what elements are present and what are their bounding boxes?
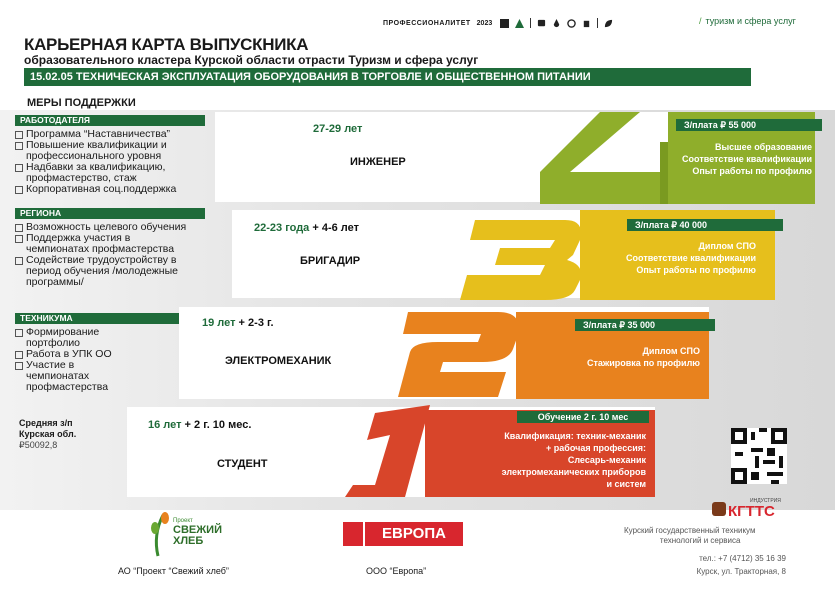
evropa-mark-icon xyxy=(343,522,363,546)
brand-label: ПРОФЕССИОНАЛИТЕТ xyxy=(383,19,471,27)
top-bar xyxy=(383,14,835,32)
partner-name-svezhiy-khleb: АО “Проект “Свежий хлеб” xyxy=(118,566,229,576)
requirement-text: Соответствие квалификации xyxy=(626,253,756,263)
bus-icon xyxy=(537,19,546,28)
age-years: 19 лет xyxy=(202,317,236,329)
region-header: РЕГИОНА xyxy=(15,208,205,219)
list-item xyxy=(15,162,215,184)
direction-text: туризм и сфера услуг xyxy=(705,16,796,26)
age-years: 27-29 лет xyxy=(313,123,363,135)
salary-line: Средняя з/п xyxy=(19,418,73,428)
checkbox-icon xyxy=(15,131,23,139)
item-text: Надбавки за квалификацию, профмастерство, стаж xyxy=(26,161,166,184)
requirement-text: Опыт работы по профилю xyxy=(692,166,812,176)
checkbox-icon xyxy=(15,362,23,370)
item-text: Корпоративная соц.поддержка xyxy=(26,183,177,195)
partner-name-evropa: ООО “Европа” xyxy=(366,566,427,576)
logo-top-text: ИНДУСТРИЯ xyxy=(750,498,781,504)
age-electromechanic xyxy=(202,317,274,329)
checkbox-icon xyxy=(15,351,23,359)
requirement-text: Соответствие квалификации xyxy=(682,154,812,164)
requirement-text: электромеханических приборов xyxy=(501,467,646,477)
salary-tag-foreman: З/плата ₽ 40 000 xyxy=(627,219,783,231)
college-name-line: Курский государственный техникум xyxy=(624,526,756,535)
logo-text: КГТТС xyxy=(728,503,775,520)
checkbox-icon xyxy=(15,164,23,172)
employer-header: РАБОТОДАТЕЛЯ xyxy=(15,115,205,126)
requirements-foreman xyxy=(560,240,756,276)
requirement-text: + рабочая профессия: xyxy=(546,443,646,453)
partner-logo-svezhiy-khleb xyxy=(143,510,238,560)
icon-strip xyxy=(500,18,613,28)
chef-hat-icon xyxy=(712,502,726,516)
divider xyxy=(597,18,598,28)
college-contacts xyxy=(676,552,786,578)
college-list xyxy=(15,327,130,393)
item-text: Работа в УПК ОО xyxy=(26,348,112,360)
checkbox-icon xyxy=(15,257,23,265)
requirement-text: Опыт работы по профилю xyxy=(636,265,756,275)
item-text: Участие в чемпионатах профмастерства xyxy=(26,359,109,393)
item-text: Содействие трудоустройству в период обучения /молодежные программы/ xyxy=(26,254,178,288)
page-title: КАРЬЕРНАЯ КАРТА ВЫПУСКНИКА xyxy=(24,35,309,54)
salary-line: Курская обл. xyxy=(19,429,77,439)
age-foreman xyxy=(254,222,359,234)
item-text: Повышение квалификации и профессионального уровня xyxy=(26,139,167,162)
requirement-text: Квалификация: техник-механик xyxy=(504,431,646,441)
age-student xyxy=(148,419,251,431)
support-title: МЕРЫ ПОДДЕРЖКИ xyxy=(27,97,136,109)
list-item xyxy=(15,327,130,349)
checkbox-icon xyxy=(15,224,23,232)
specialty-banner: 15.02.05 ТЕХНИЧЕСКАЯ ЭКСПЛУАТАЦИЯ ОБОРУДОВАНИЯ В ТОРГОВЛЕ И ОБЩЕСТВЕННОМ ПИТАНИИ xyxy=(24,68,751,86)
age-extra: + 2 г. 10 мес. xyxy=(181,419,252,431)
requirement-text: Слесарь-механик xyxy=(567,455,646,465)
age-engineer xyxy=(313,123,362,135)
age-extra: + 2-3 г. xyxy=(235,317,274,329)
salary-value: ₽50092,8 xyxy=(19,440,58,450)
leaf-icon xyxy=(604,19,613,28)
employer-list xyxy=(15,129,215,195)
list-item xyxy=(15,233,195,255)
qr-code[interactable] xyxy=(731,428,787,484)
position-engineer: ИНЖЕНЕР xyxy=(350,156,406,168)
requirement-text: Диплом СПО xyxy=(698,241,756,251)
tent-icon xyxy=(515,19,524,28)
slash-mark: / xyxy=(699,16,702,26)
page-subtitle: образовательного кластера Курской области отрасти Туризм и сфера услуг xyxy=(24,53,479,67)
college-logo xyxy=(712,498,787,522)
checkbox-icon xyxy=(15,142,23,150)
requirement-text: Стажировка по профилю xyxy=(586,358,700,368)
college-header: ТЕХНИКУМА xyxy=(15,313,205,324)
requirement-text: Высшее образование xyxy=(714,142,812,152)
logo-line: СВЕЖИЙ xyxy=(173,524,222,536)
requirement-text: Диплом СПО xyxy=(642,346,700,356)
requirements-student xyxy=(440,430,646,490)
logo-top-text: Проект xyxy=(173,518,193,524)
list-item xyxy=(15,140,215,162)
year-label: 2023 xyxy=(476,19,493,27)
item-text: Возможность целевого обучения xyxy=(26,221,187,233)
requirement-text: и систем xyxy=(606,479,646,489)
clock-icon xyxy=(567,19,576,28)
college-name-line: технологий и сервиса xyxy=(659,536,741,545)
logo-text: ЕВРОПА xyxy=(365,522,463,546)
direction-label xyxy=(699,16,796,26)
item-text: Программа “Наставничества” xyxy=(26,128,171,140)
age-years: 16 лет xyxy=(148,419,182,431)
position-student: СТУДЕНТ xyxy=(217,458,268,470)
college-name xyxy=(624,526,755,546)
average-salary xyxy=(19,418,76,451)
grid-icon xyxy=(500,19,509,28)
requirements-electromechanic xyxy=(520,345,700,369)
qr-code-icon xyxy=(731,428,787,484)
college-phone[interactable]: тел.: +7 (4712) 35 16 39 xyxy=(699,554,786,563)
logo-line: ХЛЕБ xyxy=(173,535,204,547)
checkbox-icon xyxy=(15,186,23,194)
salary-tag-electromechanic: З/плата ₽ 35 000 xyxy=(575,319,715,331)
list-item xyxy=(15,184,215,195)
college-section xyxy=(15,313,205,393)
region-list xyxy=(15,222,195,288)
age-years: 22-23 года xyxy=(254,222,310,234)
study-tag-student: Обучение 2 г. 10 мес xyxy=(517,411,649,423)
requirements-engineer xyxy=(600,141,812,177)
checkbox-icon xyxy=(15,329,23,337)
divider xyxy=(530,18,531,28)
employer-section xyxy=(15,115,215,195)
list-item xyxy=(15,255,195,288)
drop-icon xyxy=(552,19,561,28)
cup-icon xyxy=(582,19,591,28)
age-extra: + 4-6 лет xyxy=(309,222,360,234)
checkbox-icon xyxy=(15,235,23,243)
position-foreman: БРИГАДИР xyxy=(300,255,361,267)
list-item xyxy=(15,360,130,393)
item-text: Формирование портфолио xyxy=(26,326,100,349)
item-text: Поддержка участия в чемпионатах профмастерства xyxy=(26,232,175,255)
position-electromechanic: ЭЛЕКТРОМЕХАНИК xyxy=(225,355,332,367)
partner-logo-evropa xyxy=(343,522,463,546)
college-address: Курск, ул. Тракторная, 8 xyxy=(696,567,786,576)
wheat-icon xyxy=(143,510,173,558)
salary-tag-engineer: З/плата ₽ 55 000 xyxy=(676,119,822,131)
region-section xyxy=(15,208,205,288)
logo-text xyxy=(173,525,222,547)
